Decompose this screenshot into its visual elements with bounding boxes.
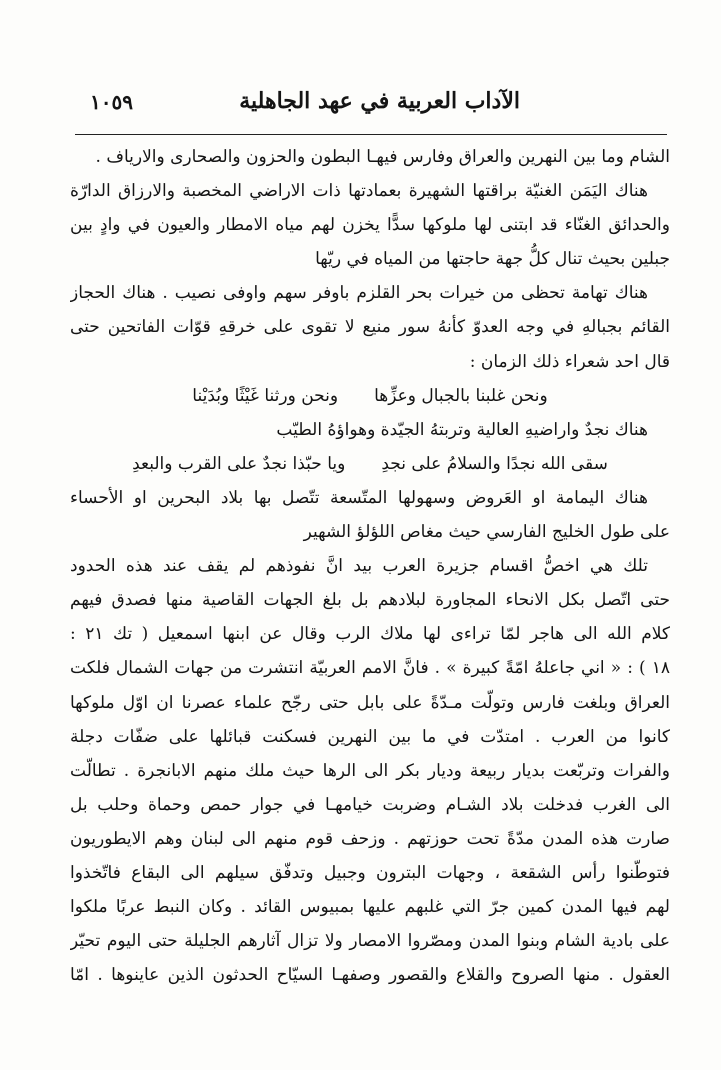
text-line: صارت هذه المدن مدّةً تحت حوزتهم . وزحف قوم منهم الى لبنان وهم الايطوريون <box>70 828 670 849</box>
page-header <box>70 88 670 128</box>
text-line: لهم فيها المدن كمين جرّ التي غلبهم عليها بمبيوس القائد . وكان النبط عربًا ملكوا <box>70 897 670 918</box>
text-line: ١٨ ) : « اني جاعلهُ امّةً كبيرة » . فانَّ الامم العربيّة انتشرت من جهات الشمال فلكت <box>70 658 670 679</box>
text-line: قال احد شعراء ذلك الزمان : <box>469 351 670 372</box>
text-line: على طول الخليج الفارسي حيث مغاص اللؤلؤ الشهير <box>303 522 670 543</box>
header-rule <box>75 134 667 135</box>
text-line: والحدائق الغنّاء قد ابتنى لها ملوكها سدًّا يخزن لهم مياه الامطار والعيون في وادٍ بين <box>70 215 670 236</box>
text-line: على بادية الشام وبنوا المدن ومصّروا الامصار ولا تزال آثارهم الجليلة حتى اليوم تحيّر <box>70 931 670 952</box>
text-line: الشام وما بين النهرين والعراق وفارس فيهـا البطون والحزون والصحارى والارياف . <box>95 147 670 167</box>
verse-hemistich-first: ونحن غلبنا بالجبال وعزِّها <box>374 385 548 406</box>
page-number: ١٠٥٩ <box>90 90 133 114</box>
verse-line <box>70 379 670 413</box>
running-title: الآداب العربية في عهد الجاهلية <box>239 88 520 114</box>
text-line: والفرات وتربّعت بديار ربيعة وديار بكر الى الرها حيث ملك منهم الابانجرة . تطالّت <box>70 760 670 781</box>
text-line: هناك اليمامة او العَروض وسهولها المتّسعة تتّصل بها بلاد البحرين او الأحساء <box>70 487 648 508</box>
text-line: العراق وبلغت فارس وتولّت مـدّةً على بابل حتى رجّح علماء عصرنا ان اوّل ملوكها <box>70 692 670 713</box>
text-line: هناك نجدٌ واراضيهِ العالية وتربتهُ الجيّدة وهواؤهُ الطيّب <box>276 419 648 440</box>
verse-hemistich-first: سقى الله نجدًا والسلامُ على نجدِ <box>381 453 608 474</box>
text-line: تلك هي اخصُّ اقسام جزيرة العرب بيد انَّ نفوذهم لم يقف عند هذه الحدود <box>70 556 648 577</box>
text-line: جبلين بحيث تنال كلُّ جهة حاجتها من المياه في ريّها <box>315 249 670 270</box>
verse-hemistich-second: ونحن ورثنا غَيْثًا وبُدَيْنا <box>192 385 339 406</box>
text-line: هناك اليَمَن الغنيّة براقتها الشهيرة بعمادتها ذات الاراضي المخصبة والارزاق الدارّة <box>70 181 648 202</box>
verse-line <box>70 447 670 481</box>
body-text <box>70 140 670 992</box>
text-line: كانوا من العرب . امتدّت في ما بين النهرين فسكنت قبائلها على ضفّات دجلة <box>70 726 670 747</box>
verse-hemistich-second: ويا حبّذا نجدٌ على القرب والبعدِ <box>132 453 346 474</box>
text-line: فتوطّنوا رأس الشقعة ، وجهات البترون وجبيل وتدفّق سيلهم الى البقاع فاتّخذوا <box>70 862 670 883</box>
text-line: العقول . منها الصروح والقلاع والقصور وصفهـا السيّاح الحدثون الذين عاينوها . امّا <box>70 965 670 986</box>
text-line: كلام الله الى هاجر لمّا تراءى لها ملاك الرب وقال عن ابنها اسمعيل ( تك ٢١ : <box>70 624 670 645</box>
text-line: حتى اتّصل بكل الانحاء المجاورة لبلادهم بل بلغ الجهات القاصية منها فصدق فيهم <box>70 590 670 611</box>
text-line: هناك تهامة تحظى من خيرات بحر القلزم باوفر سهم واوفى نصيب . هناك الحجاز <box>70 283 648 304</box>
text-line: الى الغرب فدخلت بلاد الشـام وضربت خيامهـا في جوار حمص وحماة وحلب بل <box>70 794 670 815</box>
text-line: القائم بجبالهِ في وجه العدوّ كأنهُ سور منيع لا تقوى على خرقهِ قوّات الفاتحين حتى <box>70 317 670 338</box>
